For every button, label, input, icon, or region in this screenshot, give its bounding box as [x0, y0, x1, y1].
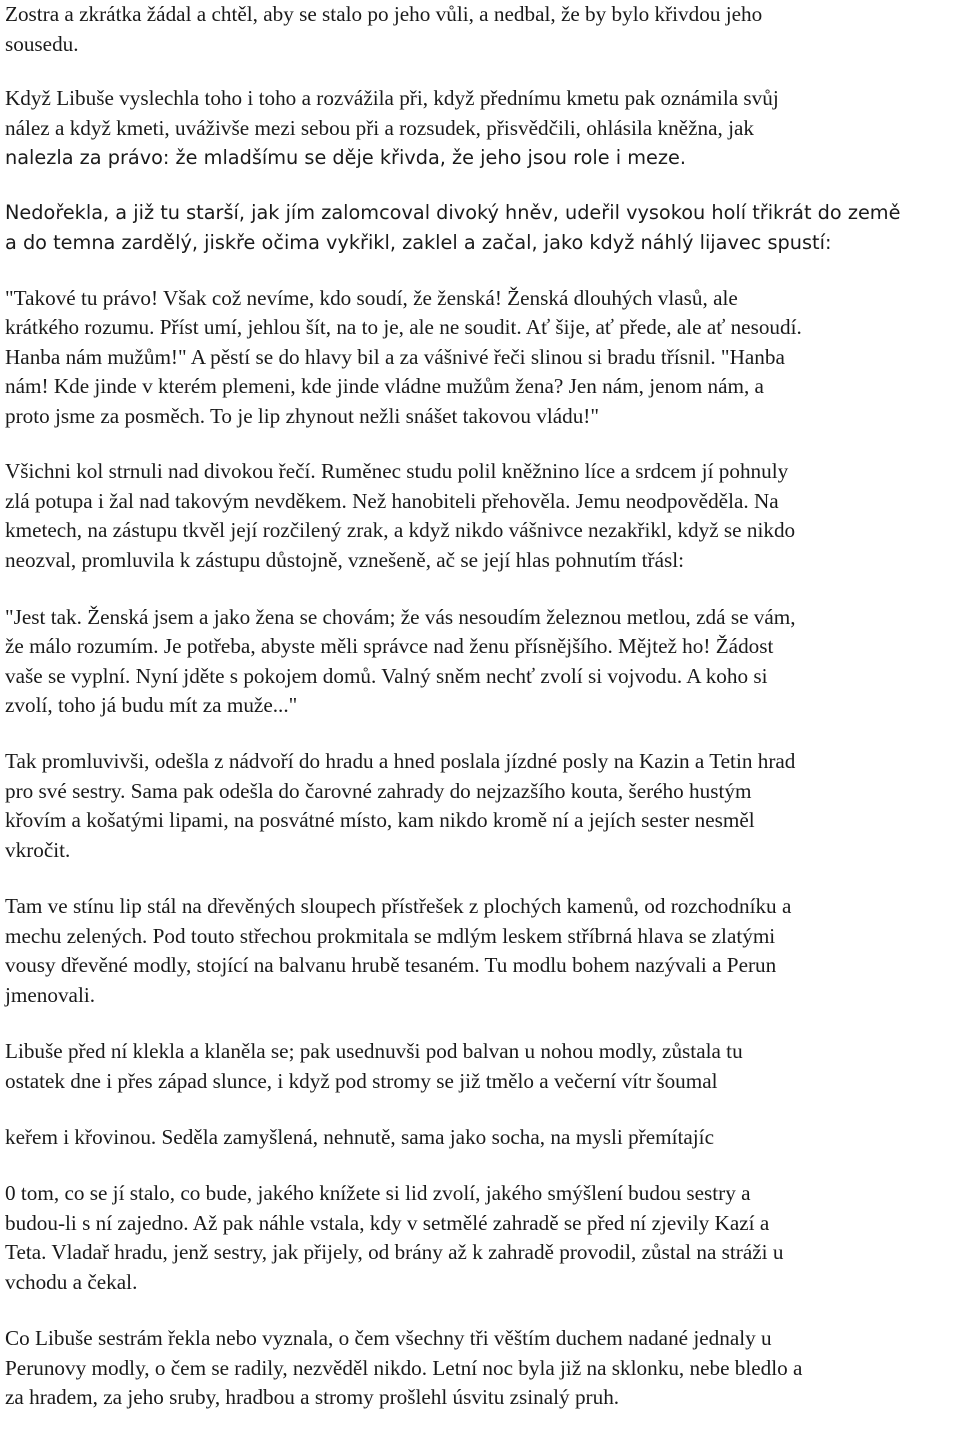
text-line: že málo rozumím. Je potřeba, abyste měli správce nad ženu přísnějšího. Mějtež ho! Žádost: [5, 634, 774, 658]
text-line: Nedořekla, a již tu starší, jak jím zalomcoval divoký hněv, udeřil vysokou holí třikrát do země: [5, 201, 901, 224]
text-line: pro své sestry. Sama pak odešla do čarovné zahrady do nejzazšího kouta, šerého hustým: [5, 779, 752, 803]
text-line: Co Libuše sestrám řekla nebo vyznala, o čem všechny tři věštím duchem nadané jednaly u: [5, 1326, 772, 1350]
text-line: kmetech, na zástupu tkvěl její rozčilený zrak, a když nikdo vášnivce nezakřikl, když se nikdo: [5, 518, 796, 542]
text-line: vchodu a čekal.: [5, 1270, 138, 1294]
text-line: vousy dřevěné modly, stojící na balvanu hrubě tesaném. Tu modlu bohem nazývali a Perun: [5, 953, 777, 977]
text-line: nám! Kde jinde v kterém plemeni, kde jinde vládne mužům žena? Jen nám, jenom nám, a: [5, 374, 764, 398]
text-line: křovím a košatými lipami, na posvátné místo, kam nikdo kromě ní a jejích sester nesměl: [5, 808, 755, 832]
text-line: Teta. Vladař hradu, jenž sestry, jak přijely, od brány až k zahradě provodil, zůstal na stráži u: [5, 1240, 784, 1264]
text-line: vkročit.: [5, 838, 71, 862]
text-line: nález a když kmeti, uváživše mezi sebou při a rozsudek, přisvědčili, ohlásila kněžna, jak: [5, 116, 754, 140]
text-line: za hradem, za jeho sruby, hradbou a stromy prošlehl úsvitu zsinalý pruh.: [5, 1385, 620, 1409]
text-line: sousedu.: [5, 32, 79, 56]
text-line: budou-li s ní zajedno. Až pak náhle vstala, kdy v setmělé zahradě se před ní zjevily Kazí a: [5, 1211, 770, 1235]
text-line: 0 tom, co se jí stalo, co bude, jakého knížete si lid zvolí, jakého smýšlení budou sestry a: [5, 1181, 751, 1205]
text-line: jmenovali.: [5, 983, 96, 1007]
text-line: zvolí, toho já budu mít za muže...": [5, 693, 298, 717]
text-line: vaše se vyplní. Nyní jděte s pokojem domů. Valný sněm nechť zvolí si vojvodu. A koho si: [5, 664, 768, 688]
text-line: zlá potupa i žal nad takovým nevděkem. Než hanobiteli přehověla. Jemu neodpověděla. Na: [5, 489, 779, 513]
text-line: proto jsme za posměch. To je lip zhynout nežli snášet takovou vládu!": [5, 404, 600, 428]
text-line: Všichni kol strnuli nad divokou řečí. Ruměnec studu polil kněžnino líce a srdcem jí pohnuly: [5, 459, 789, 483]
text-line: a do temna zardělý, jiskře očima vykřikl, zaklel a začal, jako když náhlý lijavec spustí:: [5, 231, 832, 254]
text-line: Perunovy modly, o čem se radily, nezvěděl nikdo. Letní noc byla již na sklonku, nebe bledlo a: [5, 1356, 803, 1380]
text-line: "Jest tak. Ženská jsem a jako žena se chovám; že vás nesoudím železnou metlou, zdá se vám,: [5, 605, 796, 629]
text-line: mechu zelených. Pod touto střechou prokmitala se mdlým leskem stříbrná hlava se zlatými: [5, 924, 776, 948]
text-line: krátkého rozumu. Příst umí, jehlou šít, na to je, ale ne soudit. Ať šije, ať přede, ale ať nesoudí.: [5, 315, 802, 339]
text-line: Tam ve stínu lip stál na dřevěných sloupech přístřešek z plochých kamenů, od rozchodníku a: [5, 894, 792, 918]
text-line: Tak promluvivši, odešla z nádvoří do hradu a hned poslala jízdné posly na Kazin a Tetin hrad: [5, 749, 796, 773]
text-line: neozval, promluvila k zástupu důstojně, vznešeně, ač se její hlas pohnutím třásl:: [5, 548, 685, 572]
text-line: Když Libuše vyslechla toho i toho a rozvážila při, když přednímu kmetu pak oznámila svůj: [5, 86, 779, 110]
text-line: Zostra a zkrátka žádal a chtěl, aby se stalo po jeho vůli, a nedbal, že by bylo křivdou jeho: [5, 2, 763, 26]
text-line: nalezla za právo: že mladšímu se děje křivda, že jeho jsou role i meze.: [5, 146, 686, 169]
text-line: Hanba nám mužům!" A pěstí se do hlavy bil a za vášnivé řeči slinou si bradu třísnil. "Hanba: [5, 345, 785, 369]
text-line: "Takové tu právo! Však což nevíme, kdo soudí, že ženská! Ženská dlouhých vlasů, ale: [5, 286, 738, 310]
text-line: keřem i křovinou. Seděla zamyšlená, nehnutě, sama jako socha, na mysli přemítajíc: [5, 1125, 714, 1149]
text-line: ostatek dne i přes západ slunce, i když pod stromy se již tmělo a večerní vítr šoumal: [5, 1069, 718, 1093]
text-line: Libuše před ní klekla a klaněla se; pak usednuvši pod balvan u nohou modly, zůstala tu: [5, 1039, 743, 1063]
